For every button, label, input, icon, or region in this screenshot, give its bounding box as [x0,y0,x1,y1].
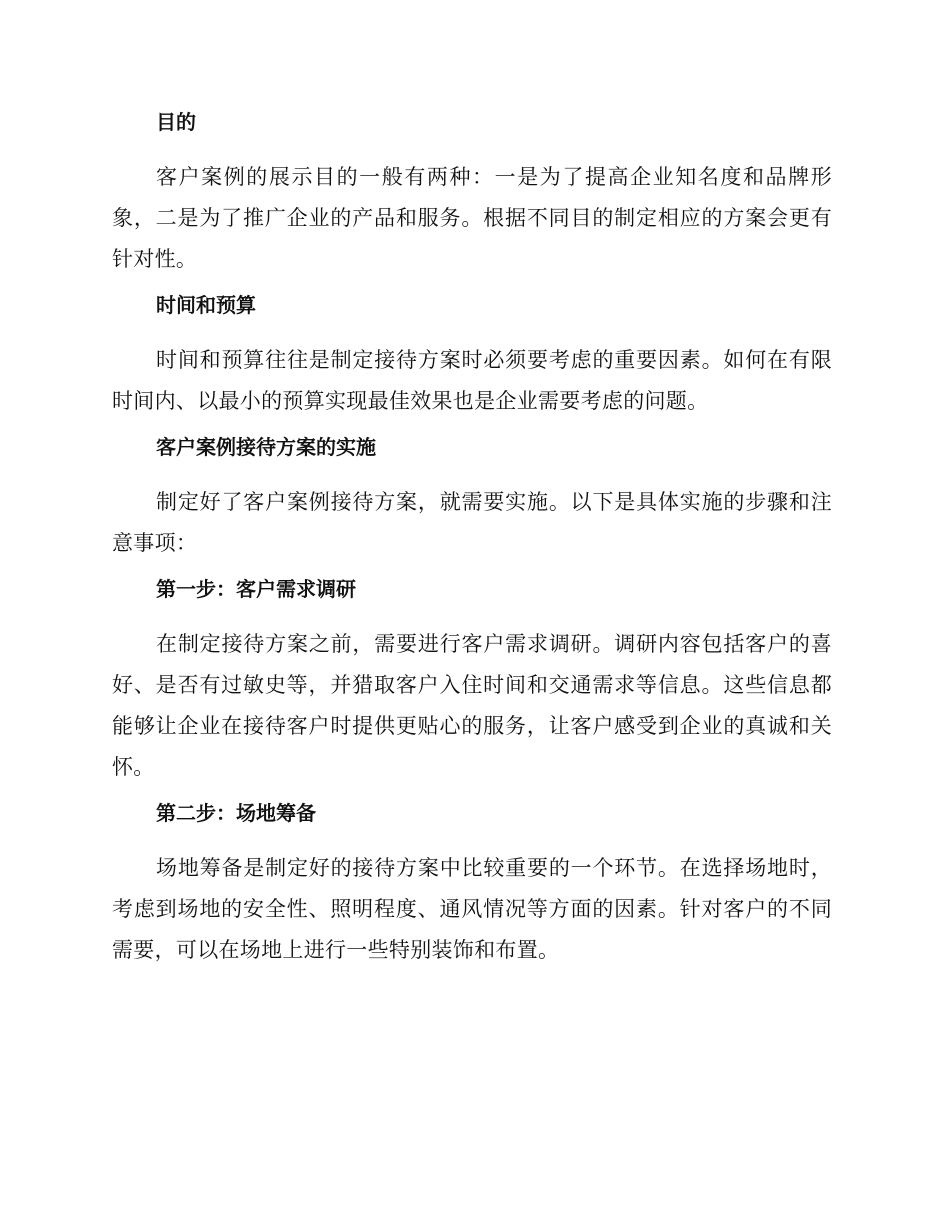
section-paragraph-implementation: 制定好了客户案例接待方案，就需要实施。以下是具体实施的步骤和注意事项： [112,490,832,555]
section-heading-purpose: 目的 [156,110,196,134]
section-paragraph-step-one: 在制定接待方案之前，需要进行客户需求调研。调研内容包括客户的喜好、是否有过敏史等，并猎取客户入住时间和交通需求等信息。这些信息都能够让企业在接待客户时提供更贴心的服务，让客户感受到企业的真诚和关怀。 [112,632,832,779]
document-page [112,108,832,971]
section-heading-step-two: 第二步：场地筹备 [156,801,316,825]
section-paragraph-purpose: 客户案例的展示目的一般有两种：一是为了提高企业知名度和品牌形象，二是为了推广企业的产品和服务。根据不同目的制定相应的方案会更有针对性。 [112,165,832,271]
section-heading-step-one: 第一步：客户需求调研 [156,577,356,601]
section-heading-time-budget: 时间和预算 [156,293,256,317]
section-paragraph-time-budget: 时间和预算往往是制定接待方案时必须要考虑的重要因素。如何在有限时间内、以最小的预算实现最佳效果也是企业需要考虑的问题。 [112,348,832,413]
section-heading-implementation: 客户案例接待方案的实施 [156,435,376,459]
section-paragraph-step-two: 场地筹备是制定好的接待方案中比较重要的一个环节。在选择场地时，考虑到场地的安全性、照明程度、通风情况等方面的因素。针对客户的不同需要，可以在场地上进行一些特别装饰和布置。 [112,856,832,962]
